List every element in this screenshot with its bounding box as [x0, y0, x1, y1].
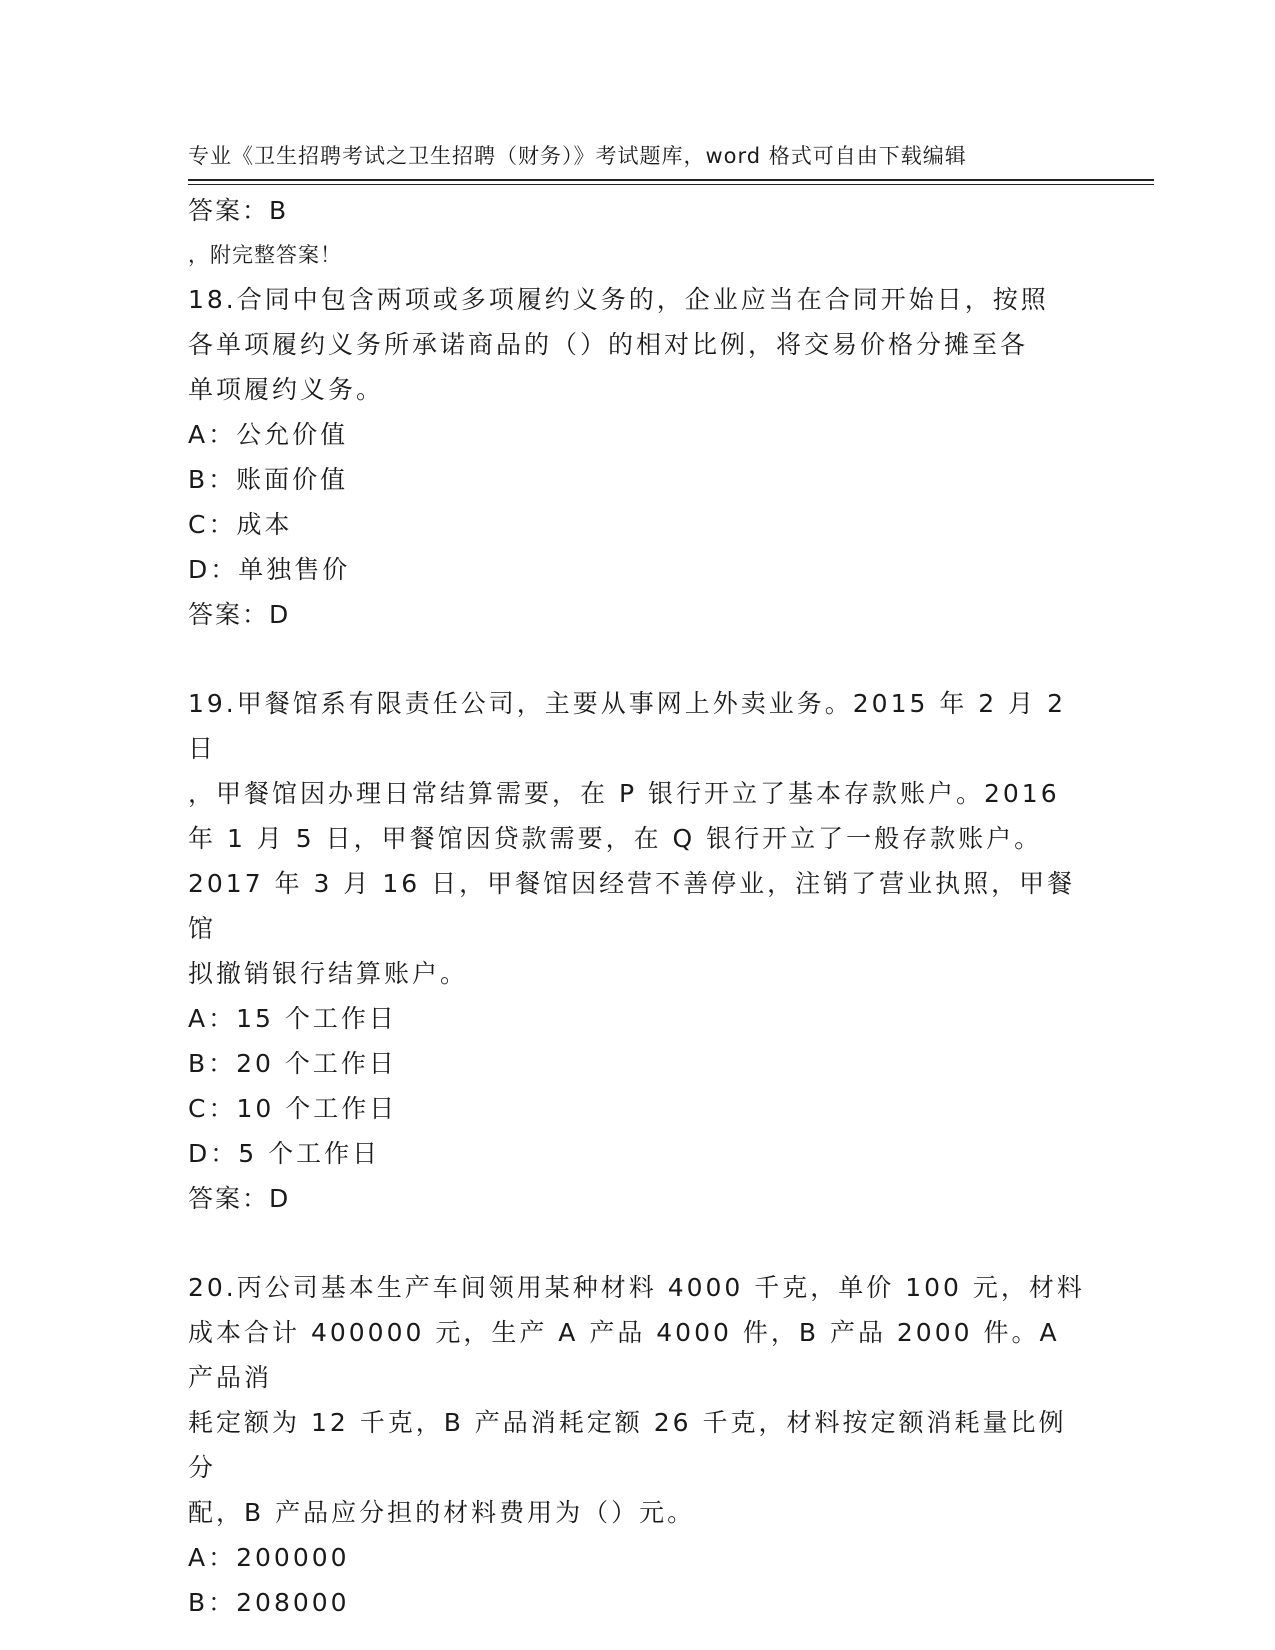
header-line: ，附完整答案！	[188, 243, 342, 267]
question-block	[188, 277, 1088, 637]
spacer	[188, 1221, 1088, 1265]
option-b: B：208000	[188, 1588, 350, 1617]
question-line: 配，B 产品应分担的材料费用为（）元。	[188, 1498, 696, 1527]
spacer	[188, 637, 1088, 681]
spacer	[188, 233, 1088, 277]
answer-label: 答案：B	[188, 196, 289, 225]
question-content	[188, 188, 1088, 1625]
option-a: A：15 个工作日	[188, 1004, 397, 1033]
option-b: B：账面价值	[188, 465, 349, 494]
option-c: C：成本	[188, 510, 293, 539]
question-line: 耗定额为 12 千克，B 产品消耗定额 26 千克，材料按定额消耗量比例分	[188, 1408, 1067, 1482]
question-line: 年 1 月 5 日，甲餐馆因贷款需要，在 Q 银行开立了一般存款账户。	[188, 824, 1043, 853]
header-divider-thin	[188, 184, 1154, 185]
question-line: 18.合同中包含两项或多项履约义务的，企业应当在合同开始日，按照	[188, 285, 1049, 314]
question-block	[188, 681, 1088, 1221]
option-b: B：20 个工作日	[188, 1049, 397, 1078]
question-line: 拟撤销银行结算账户。	[188, 959, 469, 988]
question-line: 成本合计 400000 元，生产 A 产品 4000 件，B 产品 2000 件。A 产品消	[188, 1318, 1071, 1392]
option-c: C：10 个工作日	[188, 1094, 398, 1123]
question-line: 各单项履约义务所承诺商品的（）的相对比例，将交易价格分摊至各	[188, 330, 1029, 359]
option-d: D：单独售价	[188, 555, 351, 584]
question-line: ，甲餐馆因办理日常结算需要，在 P 银行开立了基本存款账户。2016	[188, 779, 1060, 808]
question-line: 20.丙公司基本生产车间领用某种材料 4000 千克，单价 100 元，材料	[188, 1273, 1085, 1302]
header-line: 专业《卫生招聘考试之卫生招聘（财务）》考试题库，word 格式可自由下载编辑	[188, 144, 967, 168]
option-d: D：5 个工作日	[188, 1139, 381, 1168]
question-line: 2017 年 3 月 16 日，甲餐馆因经营不善停业，注销了营业执照，甲餐馆	[188, 869, 1076, 943]
question-line: 单项履约义务。	[188, 375, 385, 404]
question-block	[188, 1265, 1088, 1625]
header-divider	[188, 179, 1154, 181]
answer-label: 答案：D	[188, 600, 291, 629]
question-line: 19.甲餐馆系有限责任公司，主要从事网上外卖业务。2015 年 2 月 2 日	[188, 689, 1077, 763]
option-a: A：200000	[188, 1543, 350, 1572]
answer-label: 答案：D	[188, 1184, 291, 1213]
option-a: A：公允价值	[188, 420, 349, 449]
